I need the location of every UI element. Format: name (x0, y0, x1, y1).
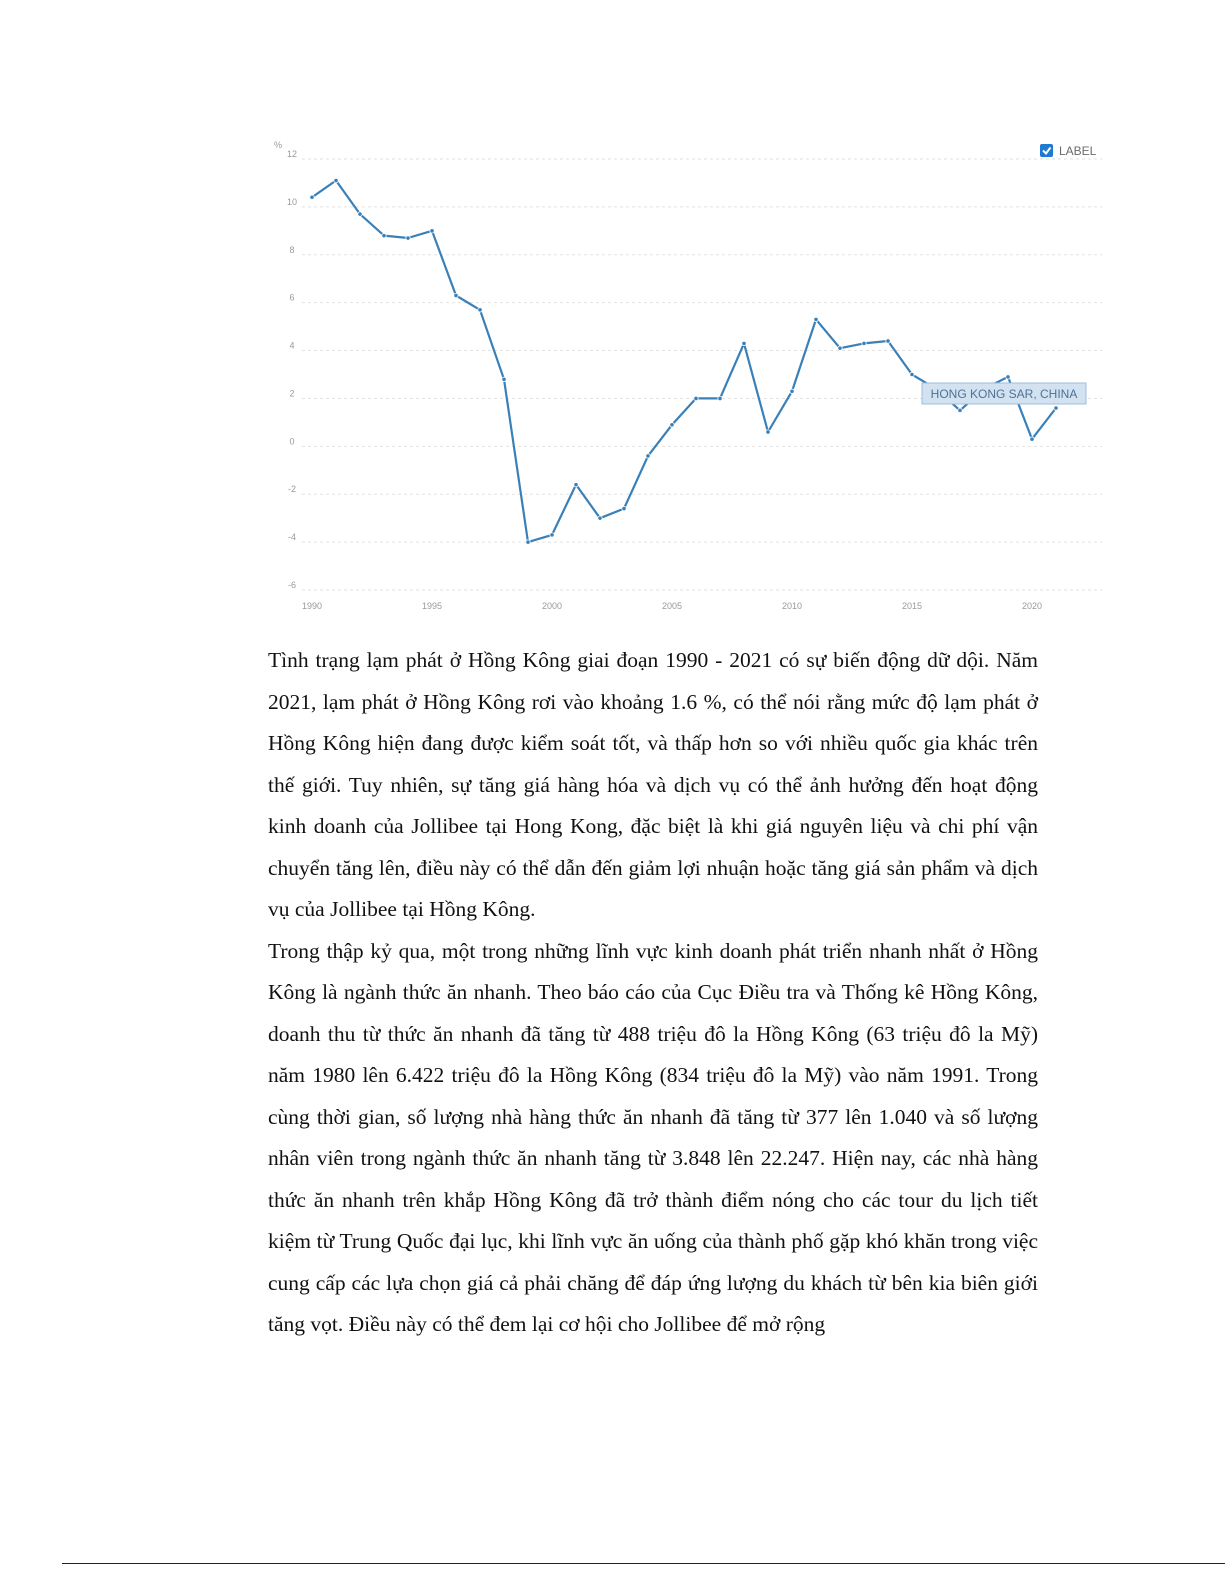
data-point (598, 516, 602, 520)
data-point (1054, 406, 1058, 410)
legend-label: LABEL (1059, 144, 1097, 158)
data-point (718, 396, 722, 400)
y-axis-ticks (287, 149, 297, 590)
data-point (622, 506, 626, 510)
y-tick-label: 4 (289, 340, 295, 351)
paragraph-fast-food: Trong thập kỷ qua, một trong những lĩnh vực kinh doanh phát triển nhanh nhất ở Hồng Kông là ngành thức ăn nhanh. Theo báo cáo của Cục Điều tra và Thống kê Hồng Kông, doanh thu từ thức ăn nhanh đã tăng từ 488 triệu đô la Hồng Kông (63 triệu đô la Mỹ) năm 1980 lên 6.422 triệu đô la Hồng Kông (834 triệu đô la Mỹ) vào năm 1991. Trong cùng thời gian, số lượng nhà hàng thức ăn nhanh đã tăng từ 377 lên 1.040 và số lượng nhân viên trong ngành thức ăn nhanh tăng từ 3.848 lên 22.247. Hiện nay, các nhà hàng thức ăn nhanh trên khắp Hồng Kông đã trở thành điểm nóng cho các tour du lịch tiết kiệm từ Trung Quốc đại lục, khi lĩnh vực ăn uống của thành phố gặp khó khăn trong việc cung cấp các lựa chọn giá cả phải chăng để đáp ứng lượng du khách từ bên kia biên giới tăng vọt. Điều này có thể đem lại cơ hội cho Jollibee để mở rộng (268, 938, 1038, 1336)
y-tick-label: 12 (286, 149, 298, 159)
x-tick-label: 2015 (901, 601, 923, 611)
y-tick-label: 6 (289, 292, 295, 303)
data-point (574, 482, 578, 486)
inflation-line-chart (262, 130, 1112, 620)
data-point (1030, 437, 1034, 441)
data-point (862, 341, 866, 345)
data-point (838, 346, 842, 350)
y-tick-label: -2 (287, 484, 297, 495)
data-point (382, 233, 386, 237)
data-point (430, 229, 434, 233)
data-point (670, 423, 674, 427)
data-point (958, 408, 962, 412)
data-point (550, 533, 554, 537)
x-tick-label: 2020 (1021, 601, 1043, 611)
x-tick-label: 1990 (301, 601, 323, 611)
data-point (502, 377, 506, 381)
legend[interactable] (1040, 144, 1097, 158)
y-tick-label: 0 (289, 436, 295, 447)
data-point (766, 430, 770, 434)
data-point (1006, 375, 1010, 379)
grid-lines (302, 159, 1102, 590)
chart-canvas (262, 130, 1112, 620)
y-tick-label: 8 (289, 244, 295, 255)
data-point (406, 236, 410, 240)
series-line-hong-kong (312, 181, 1056, 543)
y-unit-label: % (274, 140, 283, 150)
series-callout (922, 383, 1086, 404)
data-point (358, 212, 362, 216)
page-bottom-rule (62, 1563, 1225, 1564)
y-tick-label: -4 (287, 532, 297, 543)
data-point (310, 195, 314, 199)
y-tick-label: -6 (287, 580, 297, 590)
x-tick-label: 1995 (421, 601, 443, 611)
x-tick-label: 2000 (541, 601, 563, 611)
data-point (694, 396, 698, 400)
data-point (478, 308, 482, 312)
x-tick-label: 2010 (781, 601, 803, 611)
x-tick-label: 2005 (661, 601, 683, 611)
legend-checkbox[interactable] (1040, 144, 1053, 157)
paragraph-inflation: Tình trạng lạm phát ở Hồng Kông giai đoạn 1990 - 2021 có sự biến động dữ dội. Năm 2021, lạm phát ở Hồng Kông rơi vào khoảng 1.6 %, có thể nói rằng mức độ lạm phát ở Hồng Kông hiện đang được kiểm soát tốt, và thấp hơn so với nhiều quốc gia khác trên thế giới. Tuy nhiên, sự tăng giá hàng hóa và dịch vụ có thể ảnh hưởng đến hoạt động kinh doanh của Jollibee tại Hong Kong, đặc biệt là khi giá nguyên liệu và chi phí vận chuyển tăng lên, điều này có thể dẫn đến giảm lợi nhuận hoặc tăng giá sản phẩm và dịch vụ của Jollibee tại Hồng Kông. (268, 648, 1038, 921)
data-point (910, 372, 914, 376)
data-point (334, 178, 338, 182)
y-tick-label: 10 (286, 196, 298, 207)
callout-label: HONG KONG SAR, CHINA (930, 387, 1078, 401)
x-axis-ticks (302, 601, 1042, 611)
data-point (646, 454, 650, 458)
data-point (814, 317, 818, 321)
data-point (742, 341, 746, 345)
document-body (268, 640, 1038, 1346)
y-tick-label: 2 (289, 388, 295, 399)
data-point (886, 339, 890, 343)
data-point (454, 293, 458, 297)
data-point (790, 389, 794, 393)
data-point (526, 540, 530, 544)
